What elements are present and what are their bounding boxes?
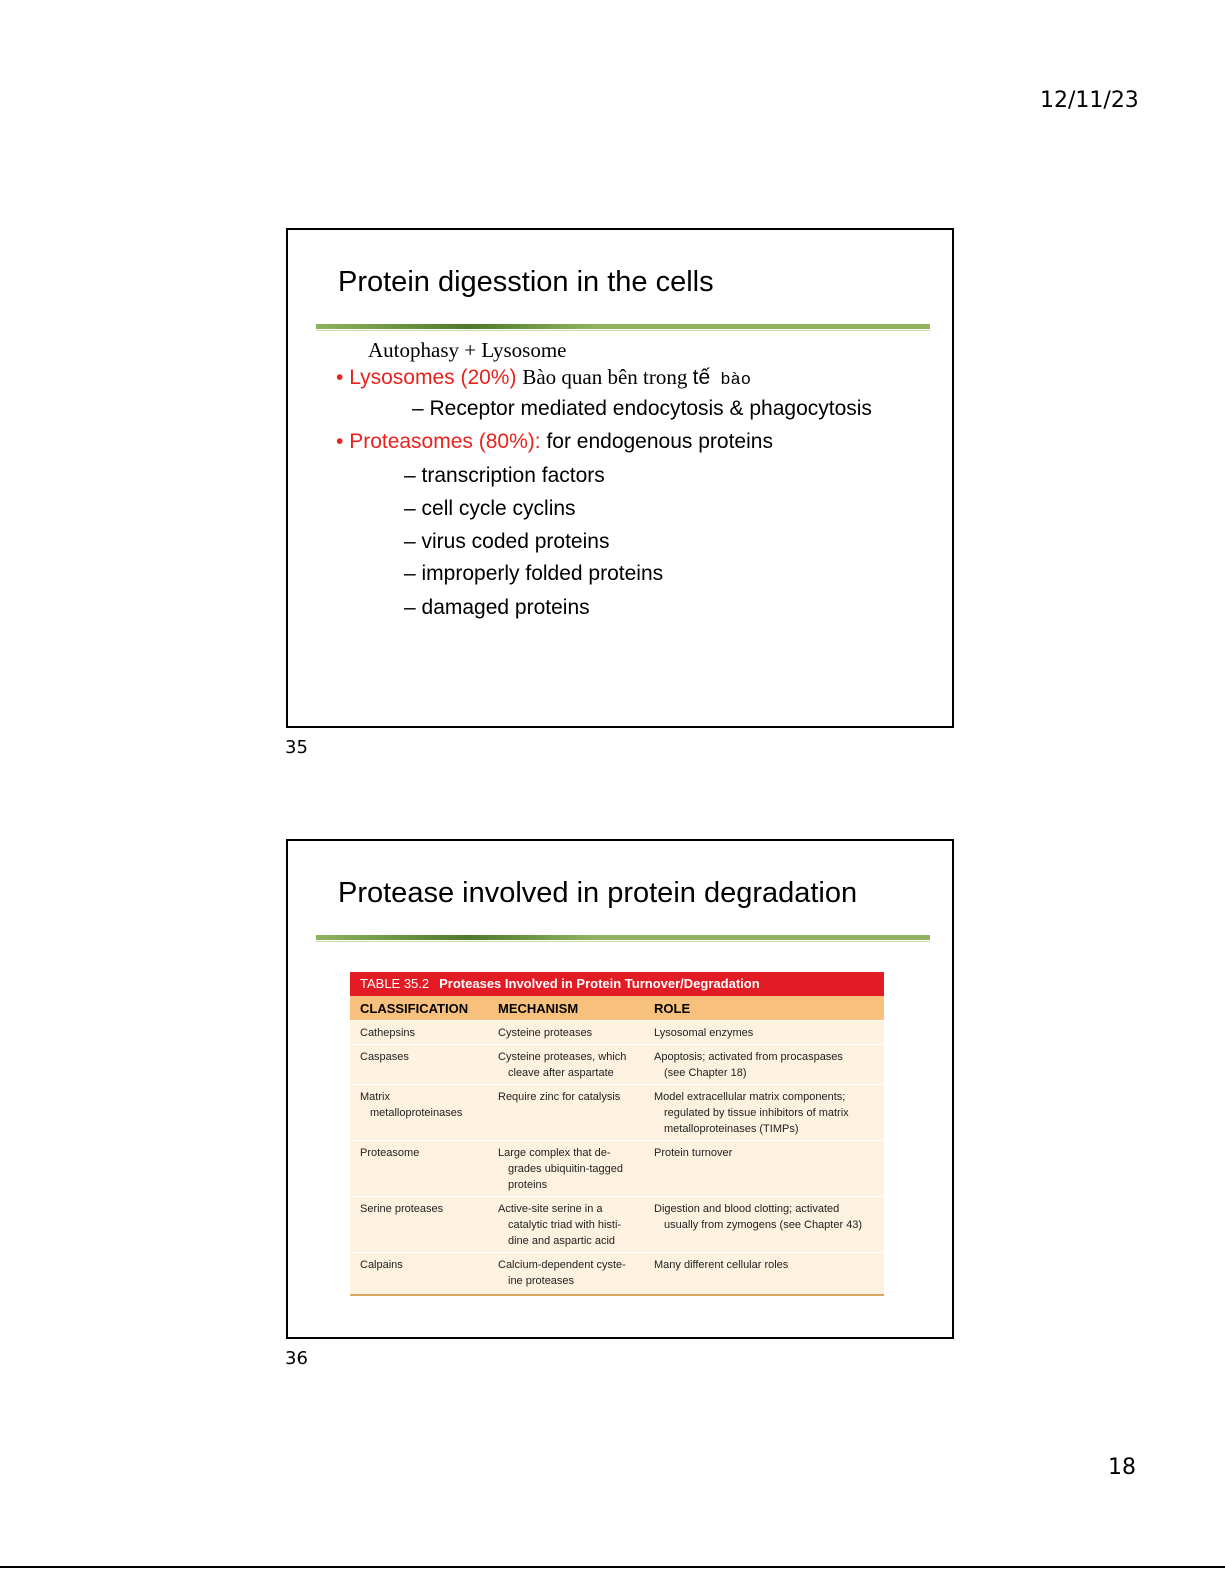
cell-role: Model extracellular matrix components; regulated by tissue inhibitors of matrix metalloproteinases (TIMPs) <box>654 1091 849 1135</box>
cell-role: Lysosomal enzymes <box>654 1027 754 1039</box>
lysosomes-note-te: tế <box>692 366 711 389</box>
slide-title: Protein digesstion in the cells <box>338 266 714 298</box>
cell-mechanism: Cysteine proteases <box>498 1027 593 1039</box>
table-row <box>350 1196 884 1253</box>
subitem: – cell cycle cyclins <box>404 497 576 520</box>
lysosomes-label: Lysosomes (20%) <box>349 366 517 389</box>
proteasomes-rest: for endogenous proteins <box>540 430 773 453</box>
table-row <box>350 1140 884 1197</box>
cell-role: Many different cellular roles <box>654 1259 789 1271</box>
cell-role: Digestion and blood clotting; activated usually from zymogens (see Chapter 43) <box>654 1203 863 1231</box>
bottom-rule <box>0 1566 1225 1568</box>
slide-35 <box>286 228 954 728</box>
lysosomes-note-mono: bào <box>710 371 751 390</box>
cell-classification: Calpains <box>360 1259 403 1271</box>
subitem: – transcription factors <box>404 464 605 487</box>
lysosomes-sub: – Receptor mediated endocytosis & phagocytosis <box>412 397 872 420</box>
table-row <box>350 1044 884 1085</box>
subitem: – improperly folded proteins <box>404 562 664 585</box>
slide-number: 35 <box>285 737 308 758</box>
table-bottom-rule <box>350 1294 884 1296</box>
header-role: ROLE <box>654 1001 691 1016</box>
cell-role: Protein turnover <box>654 1147 733 1159</box>
table-header <box>350 996 884 1020</box>
table-row <box>350 1084 884 1141</box>
subitem: – virus coded proteins <box>404 530 610 553</box>
autophasy-note: Autophasy + Lysosome <box>368 338 567 362</box>
header-classification: CLASSIFICATION <box>360 1001 469 1016</box>
proteasomes-label: Proteasomes (80%): <box>349 430 541 453</box>
subitem: – damaged proteins <box>404 596 590 619</box>
table-caption-title: Proteases Involved in Protein Turnover/Degradation <box>439 976 760 991</box>
title-rule <box>316 324 930 329</box>
page-number: 18 <box>1108 1455 1136 1480</box>
cell-mechanism: Large complex that de- grades ubiquitin-tagged proteins <box>498 1147 623 1191</box>
slide-title: Protease involved in protein degradation <box>338 877 858 909</box>
cell-mechanism: Active-site serine in a catalytic triad with histi- dine and aspartic acid <box>498 1203 622 1247</box>
bullet-proteasomes: • Proteasomes (80%): for endogenous proteins <box>336 430 773 453</box>
slide-36 <box>286 839 954 1339</box>
cell-mechanism: Calcium-dependent cyste- ine proteases <box>498 1259 626 1287</box>
cell-classification: Cathepsins <box>360 1027 416 1039</box>
cell-classification: Proteasome <box>360 1147 420 1159</box>
table-row <box>350 1020 884 1045</box>
cell-role: Apoptosis; activated from procaspases (see Chapter 18) <box>654 1051 843 1079</box>
title-rule <box>316 935 930 940</box>
table-caption <box>350 972 884 996</box>
header-mechanism: MECHANISM <box>498 1001 579 1016</box>
cell-mechanism: Require zinc for catalysis <box>498 1091 621 1103</box>
cell-classification: Matrix metalloproteinases <box>360 1091 463 1119</box>
lysosomes-note: Bào quan bên trong <box>522 365 693 389</box>
table-caption-label: TABLE 35.2 <box>360 976 430 991</box>
bullet-lysosomes: • Lysosomes (20%) Bào quan bên trong tế bào <box>336 365 751 390</box>
header-date: 12/11/23 <box>1040 88 1139 113</box>
slide-number: 36 <box>285 1348 308 1369</box>
cell-classification: Serine proteases <box>360 1203 444 1215</box>
cell-mechanism: Cysteine proteases, which cleave after aspartate <box>498 1051 627 1079</box>
cell-classification: Caspases <box>360 1051 409 1063</box>
protease-table <box>350 972 884 1296</box>
table-row <box>350 1252 884 1295</box>
